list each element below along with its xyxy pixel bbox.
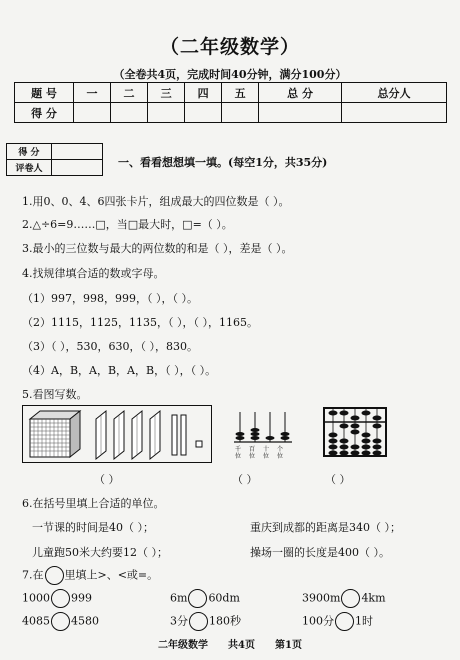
score-cell: 五 <box>222 83 259 103</box>
score-table-header-row <box>15 83 447 103</box>
score-input-cell[interactable] <box>148 103 185 123</box>
compare-left: 3分 <box>170 614 188 628</box>
question-2: 2.△÷6=9……□，当□最大时，□=（ ）。 <box>22 218 233 231</box>
score-input-cell[interactable] <box>185 103 222 123</box>
compare-circle[interactable] <box>188 589 207 608</box>
question-1: 1.用0、0、4、6四张卡片，组成最大的四位数是（ ）。 <box>22 195 290 208</box>
q7-title-part: 7.在 <box>22 568 44 582</box>
bead-abacus-figure <box>322 406 388 458</box>
compare-item <box>22 612 99 631</box>
question-4-2: （2）1115，1125，1135，（ ），（ ），1165。 <box>22 316 258 329</box>
score-input-cell[interactable] <box>74 103 111 123</box>
question-6-a: 一节课的时间是40（ ）； <box>32 521 154 534</box>
score-input-cell[interactable] <box>222 103 259 123</box>
abacus-sublabel: 位 <box>263 453 270 460</box>
abacus-label: 个 <box>277 446 284 453</box>
grader-name-label: 评卷人 <box>7 160 52 176</box>
grader-box <box>6 143 103 176</box>
grader-score-label: 得 分 <box>7 144 52 160</box>
answer-blank[interactable]: （ ） <box>232 473 258 486</box>
score-table <box>14 82 447 123</box>
answer-blank[interactable]: （ ） <box>94 473 120 486</box>
exam-subtitle: （全卷共4页，完成时间40分钟，满分100分） <box>113 68 347 81</box>
question-7-title <box>22 566 158 585</box>
hundred-flat <box>114 411 124 459</box>
abacus-sublabel: 位 <box>277 453 284 460</box>
score-input-cell[interactable] <box>342 103 447 123</box>
section-title: 一、看看想想填一填。(每空1分，共35分) <box>118 156 328 169</box>
question-3: 3.最小的三位数与最大的两位数的和是（ ），差是（ ）。 <box>22 242 293 255</box>
base-ten-blocks-figure <box>22 405 212 463</box>
q7-title-part: 里填上>、<或=。 <box>64 568 159 582</box>
compare-left: 4085 <box>22 614 50 628</box>
compare-item <box>170 589 240 608</box>
question-4-1: （1）997，998，999，（ ），（ ）。 <box>22 292 198 305</box>
abacus-sublabel: 位 <box>235 453 242 460</box>
compare-item <box>22 589 92 608</box>
compare-right: 999 <box>71 591 92 605</box>
score-cell: 得 分 <box>15 103 74 123</box>
score-cell: 一 <box>74 83 111 103</box>
hundred-flat <box>132 411 142 459</box>
compare-right: 1时 <box>355 614 373 628</box>
compare-item <box>170 612 241 631</box>
abacus-beads <box>329 411 382 456</box>
abacus-rods <box>240 412 285 442</box>
compare-left: 3900m <box>302 591 341 605</box>
grader-name-cell[interactable] <box>52 160 103 176</box>
compare-circle[interactable] <box>189 612 208 631</box>
compare-right: 4km <box>361 591 386 605</box>
question-6-d: 操场一圈的长度是400（ ）。 <box>250 546 390 559</box>
compare-circle[interactable] <box>341 589 360 608</box>
question-4-title: 4.找规律填合适的数或字母。 <box>22 267 165 280</box>
question-6-title: 6.在括号里填上合适的单位。 <box>22 497 165 510</box>
unit-cube <box>196 441 202 447</box>
compare-left: 1000 <box>22 591 50 605</box>
answer-blank[interactable]: （ ） <box>325 473 351 486</box>
compare-item <box>302 589 386 608</box>
exam-title: （二年级数学） <box>159 36 300 58</box>
hundred-flat <box>150 411 160 459</box>
compare-right: 4580 <box>71 614 99 628</box>
question-6-c: 儿童跑50米大约要12（ ）； <box>32 546 168 559</box>
question-5-title: 5.看图写数。 <box>22 388 88 401</box>
ten-rod <box>172 415 186 455</box>
compare-right: 60dm <box>208 591 240 605</box>
abacus-label: 千 <box>235 446 242 453</box>
score-input-cell[interactable] <box>111 103 148 123</box>
compare-right: 180秒 <box>209 614 241 628</box>
compare-item <box>302 612 373 631</box>
hundred-flat <box>96 411 106 459</box>
page-footer: 二年级数学 共4页 第1页 <box>158 640 302 651</box>
score-input-cell[interactable] <box>259 103 342 123</box>
compare-left: 6m <box>170 591 188 605</box>
compare-circle[interactable] <box>51 589 70 608</box>
abacus-place-sublabels <box>235 451 283 460</box>
score-cell: 总分人 <box>342 83 447 103</box>
score-cell: 题 号 <box>15 83 74 103</box>
score-cell: 二 <box>111 83 148 103</box>
question-4-4: （4）A，B，A，B，A，B，（ ），（ ）。 <box>22 364 217 377</box>
score-cell: 总 分 <box>259 83 342 103</box>
question-6-b: 重庆到成都的距离是340（ ）； <box>250 521 401 534</box>
abacus-label: 百 <box>249 446 256 453</box>
compare-left: 100分 <box>302 614 334 628</box>
abacus-sublabel: 位 <box>249 453 256 460</box>
score-cell: 四 <box>185 83 222 103</box>
circle-icon <box>45 566 64 585</box>
score-table-score-row <box>15 103 447 123</box>
score-cell: 三 <box>148 83 185 103</box>
compare-circle[interactable] <box>335 612 354 631</box>
abacus-beads <box>236 428 290 440</box>
compare-circle[interactable] <box>51 612 70 631</box>
question-4-3: （3）（ ），530，630，（ ），830。 <box>22 340 198 353</box>
grader-score-cell[interactable] <box>52 144 103 160</box>
thousand-cube <box>30 411 80 457</box>
abacus-label: 十 <box>263 446 270 453</box>
